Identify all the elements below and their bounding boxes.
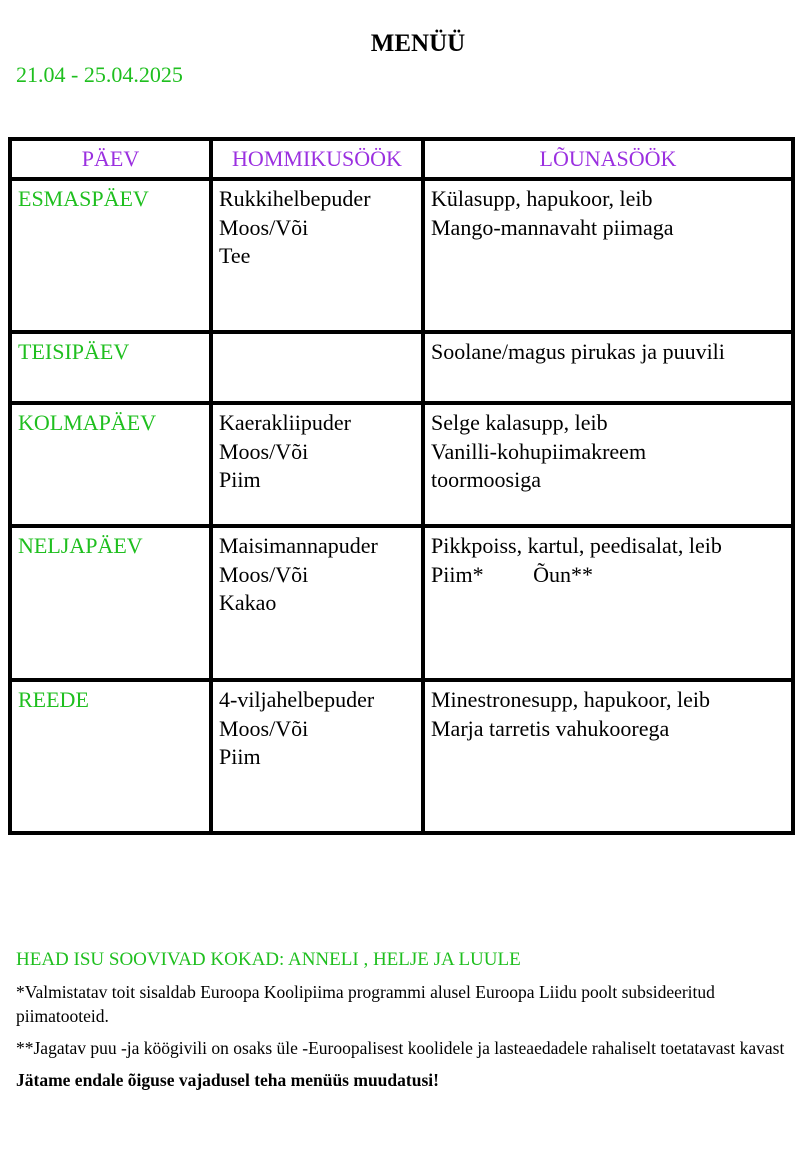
menu-line: Maisimannapuder (219, 533, 378, 558)
day-cell: KOLMAPÄEV (10, 403, 211, 526)
day-cell: ESMASPÄEV (10, 179, 211, 332)
menu-line: Piim* Õun** (431, 561, 593, 587)
day-cell: REEDE (10, 680, 211, 833)
header-row (10, 139, 793, 179)
lunch-cell (423, 680, 793, 833)
breakfast-cell (211, 680, 423, 833)
day-cell: TEISIPÄEV (10, 332, 211, 403)
menu-line: Minestronesupp, hapukoor, leib (431, 687, 710, 712)
lunch-cell (423, 179, 793, 332)
lunch-cell (423, 332, 793, 403)
column-header-lunch: LÕUNASÖÖK (423, 139, 793, 179)
table-row (10, 680, 793, 833)
menu-line: Soolane/magus pirukas ja puuvili (431, 339, 725, 364)
menu-line: Moos/Või (219, 214, 309, 240)
menu-line: Kakao (219, 590, 277, 615)
menu-line: Kaerakliipuder (219, 410, 351, 435)
column-header-day: PÄEV (10, 139, 211, 179)
menu-line: Moos/Või (219, 438, 309, 464)
menu-line: Piim (219, 467, 261, 492)
menu-line: Vanilli-kohupiimakreem (431, 438, 647, 464)
table-row (10, 526, 793, 680)
table-row (10, 332, 793, 403)
menu-line: Selge kalasupp, leib (431, 410, 608, 435)
menu-line: Tee (219, 243, 251, 268)
disclaimer: Jätame endale õiguse vajadusel teha menüüs muudatusi! (16, 1070, 439, 1090)
page-title: MENÜÜ (370, 30, 466, 57)
menu-line: Piim (219, 744, 261, 769)
table-row (10, 403, 793, 526)
menu-line: Pikkpoiss, kartul, peedisalat, leib (431, 533, 722, 558)
menu-line: Marja tarretis vahukoorega (431, 715, 670, 741)
menu-line: Mango-mannavaht piimaga (431, 214, 674, 240)
menu-table (8, 137, 795, 835)
lunch-cell (423, 526, 793, 680)
breakfast-cell (211, 403, 423, 526)
footer (16, 948, 801, 1092)
column-header-breakfast: HOMMIKUSÖÖK (211, 139, 423, 179)
day-cell: NELJAPÄEV (10, 526, 211, 680)
breakfast-cell (211, 526, 423, 680)
breakfast-cell (211, 179, 423, 332)
menu-line: toormoosiga (431, 467, 541, 492)
footnote-milk: *Valmistatav toit sisaldab Euroopa Koolipiima programmi alusel Euroopa Liidu poolt subsideeritud piimatooteid. (16, 982, 715, 1026)
breakfast-cell (211, 332, 423, 403)
menu-line: Moos/Või (219, 715, 309, 741)
menu-line: Rukkihelbepuder (219, 186, 371, 211)
cooks-greeting: HEAD ISU SOOVIVAD KOKAD: ANNELI , HELJE JA LUULE (16, 949, 521, 970)
footnote-fruit: **Jagatav puu -ja köögivili on osaks üle -Euroopalisest koolidele ja lasteaedadele rahaliselt toetatavast kavast (16, 1038, 785, 1058)
menu-line: Moos/Või (219, 561, 309, 587)
lunch-cell (423, 403, 793, 526)
date-range: 21.04 - 25.04.2025 (16, 62, 183, 87)
menu-line: Külasupp, hapukoor, leib (431, 186, 653, 211)
table-row (10, 179, 793, 332)
menu-line: 4-viljahelbepuder (219, 687, 375, 712)
